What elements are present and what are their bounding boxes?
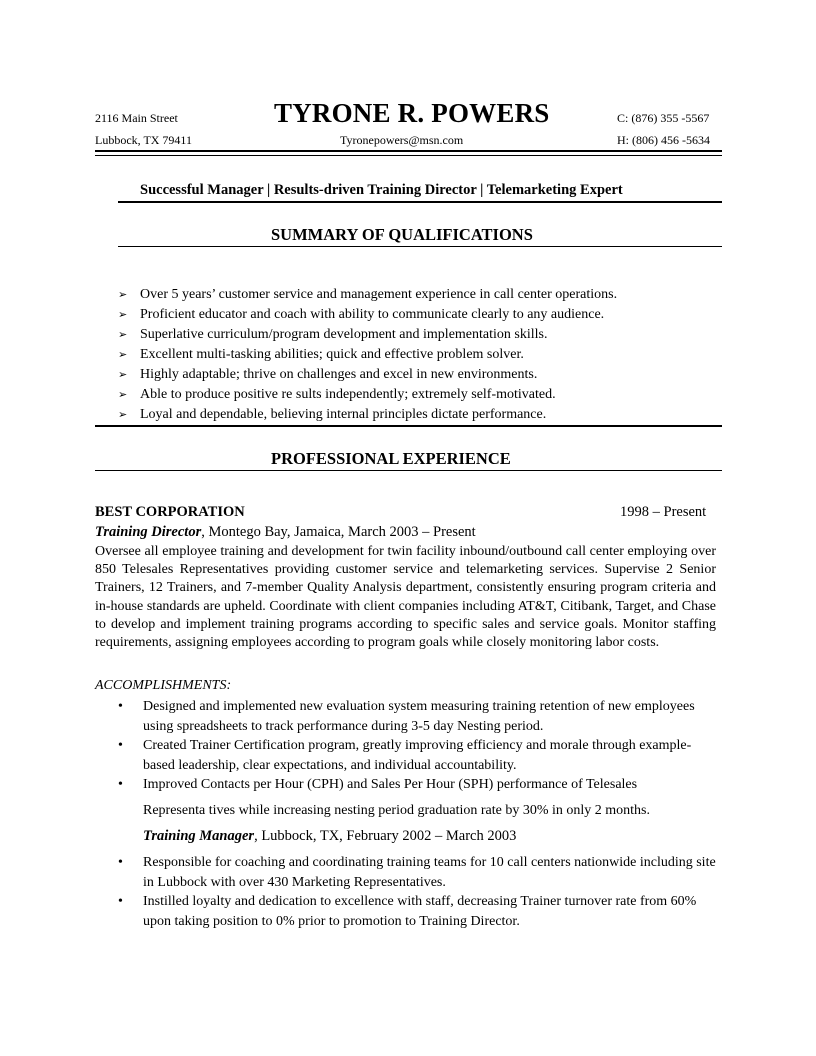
accomplishment-continuation: Representa tives while increasing nesting period graduation rate by 30% in only 2 months. xyxy=(143,803,650,818)
list-item: • Instilled loyalty and dedication to excellence with staff, decreasing Trainer turnover rate from 60% upon taking position to 0% prior to promotion to Training Director. xyxy=(118,894,697,929)
candidate-name: TYRONE R. POWERS xyxy=(274,98,550,128)
manager-bullets-list xyxy=(118,853,716,931)
role-title: Training Manager xyxy=(143,828,255,844)
role-line-director xyxy=(95,524,476,541)
role-description: Oversee all employee training and development for twin facility inbound/outbound call center employing over 850 Telesales Representatives providing customer service and telemarketing services. Supervise 2 Senior Trainers, 12 Trainers, and 7-member Quality Analysis department, consistently ensuring program criteria and in-house standards are upheld. Coordinate with client companies including AT&T, Citibank, Target, and Chase to develop and implement training programs according to specific sales and service goals. Monitor staffing requirements, assigning employees according to program goals while closely monitoring labor costs. xyxy=(95,544,716,651)
summary-title: SUMMARY OF QUALIFICATIONS xyxy=(271,225,533,244)
role-details: , Montego Bay, Jamaica, March 2003 – Present xyxy=(201,524,476,540)
role-line-manager xyxy=(143,828,516,845)
arrow-bullet-icon: ➢ xyxy=(118,309,128,321)
tagline-rule xyxy=(118,201,722,203)
list-item: ➢ Proficient educator and coach with ability to communicate clearly to any audience. xyxy=(118,305,718,325)
list-item: • Responsible for coaching and coordinating training teams for 10 call centers nationwide including site in Lubbock with over 430 Marketing Representatives. xyxy=(118,855,716,890)
list-item: ➢ Superlative curriculum/program development and implementation skills. xyxy=(118,325,718,345)
bullet-icon: • xyxy=(118,855,123,870)
arrow-bullet-icon: ➢ xyxy=(118,369,128,381)
arrow-bullet-icon: ➢ xyxy=(118,329,128,341)
home-phone: H: (806) 456 -5634 xyxy=(617,133,710,147)
experience-title: PROFESSIONAL EXPERIENCE xyxy=(271,449,511,468)
cell-phone: C: (876) 355 -5567 xyxy=(617,111,710,125)
email-address[interactable]: Tyronepowers@msn.com xyxy=(340,133,464,147)
list-item: • Created Trainer Certification program, greatly improving efficiency and morale through example-based leadership, clear expectations, and individual accountability. xyxy=(118,738,692,773)
header-rule-thin xyxy=(95,155,722,156)
company-name: BEST CORPORATION xyxy=(95,504,245,520)
accomplishments-list xyxy=(118,697,716,795)
arrow-bullet-icon: ➢ xyxy=(118,409,128,421)
accomplishments-label: ACCOMPLISHMENTS: xyxy=(95,678,232,693)
bullet-icon: • xyxy=(118,894,123,909)
summary-bottom-rule xyxy=(95,425,722,427)
header-rule-thick xyxy=(95,150,722,152)
qualifications-list xyxy=(118,285,718,425)
role-title: Training Director xyxy=(95,524,202,540)
company-dates: 1998 – Present xyxy=(620,504,707,520)
list-item: ➢ Excellent multi-tasking abilities; quick and effective problem solver. xyxy=(118,345,718,365)
list-item: • Improved Contacts per Hour (CPH) and Sales Per Hour (SPH) performance of Telesales xyxy=(118,775,716,795)
role-details: , Lubbock, TX, February 2002 – March 2003 xyxy=(254,828,517,844)
tagline: Successful Manager | Results-driven Training Director | Telemarketing Expert xyxy=(140,182,623,198)
list-item: ➢ Able to produce positive re sults independently; extremely self-motivated. xyxy=(118,385,718,405)
list-item: ➢ Loyal and dependable, believing internal principles dictate performance. xyxy=(118,405,718,425)
summary-rule xyxy=(118,246,722,247)
list-item: ➢ Over 5 years’ customer service and management experience in call center operations. xyxy=(118,285,718,305)
list-item: ➢ Highly adaptable; thrive on challenges and excel in new environments. xyxy=(118,365,718,385)
bullet-icon: • xyxy=(118,738,123,753)
experience-rule xyxy=(95,470,722,471)
bullet-icon: • xyxy=(118,777,123,792)
bullet-icon: • xyxy=(118,699,123,714)
list-item: • Designed and implemented new evaluation system measuring training retention of new employees using spreadsheets to track performance during 3-5 day Nesting period. xyxy=(118,699,695,734)
address-street: 2116 Main Street xyxy=(95,111,178,125)
address-city: Lubbock, TX 79411 xyxy=(95,133,192,147)
arrow-bullet-icon: ➢ xyxy=(118,349,128,361)
arrow-bullet-icon: ➢ xyxy=(118,289,128,301)
arrow-bullet-icon: ➢ xyxy=(118,389,128,401)
